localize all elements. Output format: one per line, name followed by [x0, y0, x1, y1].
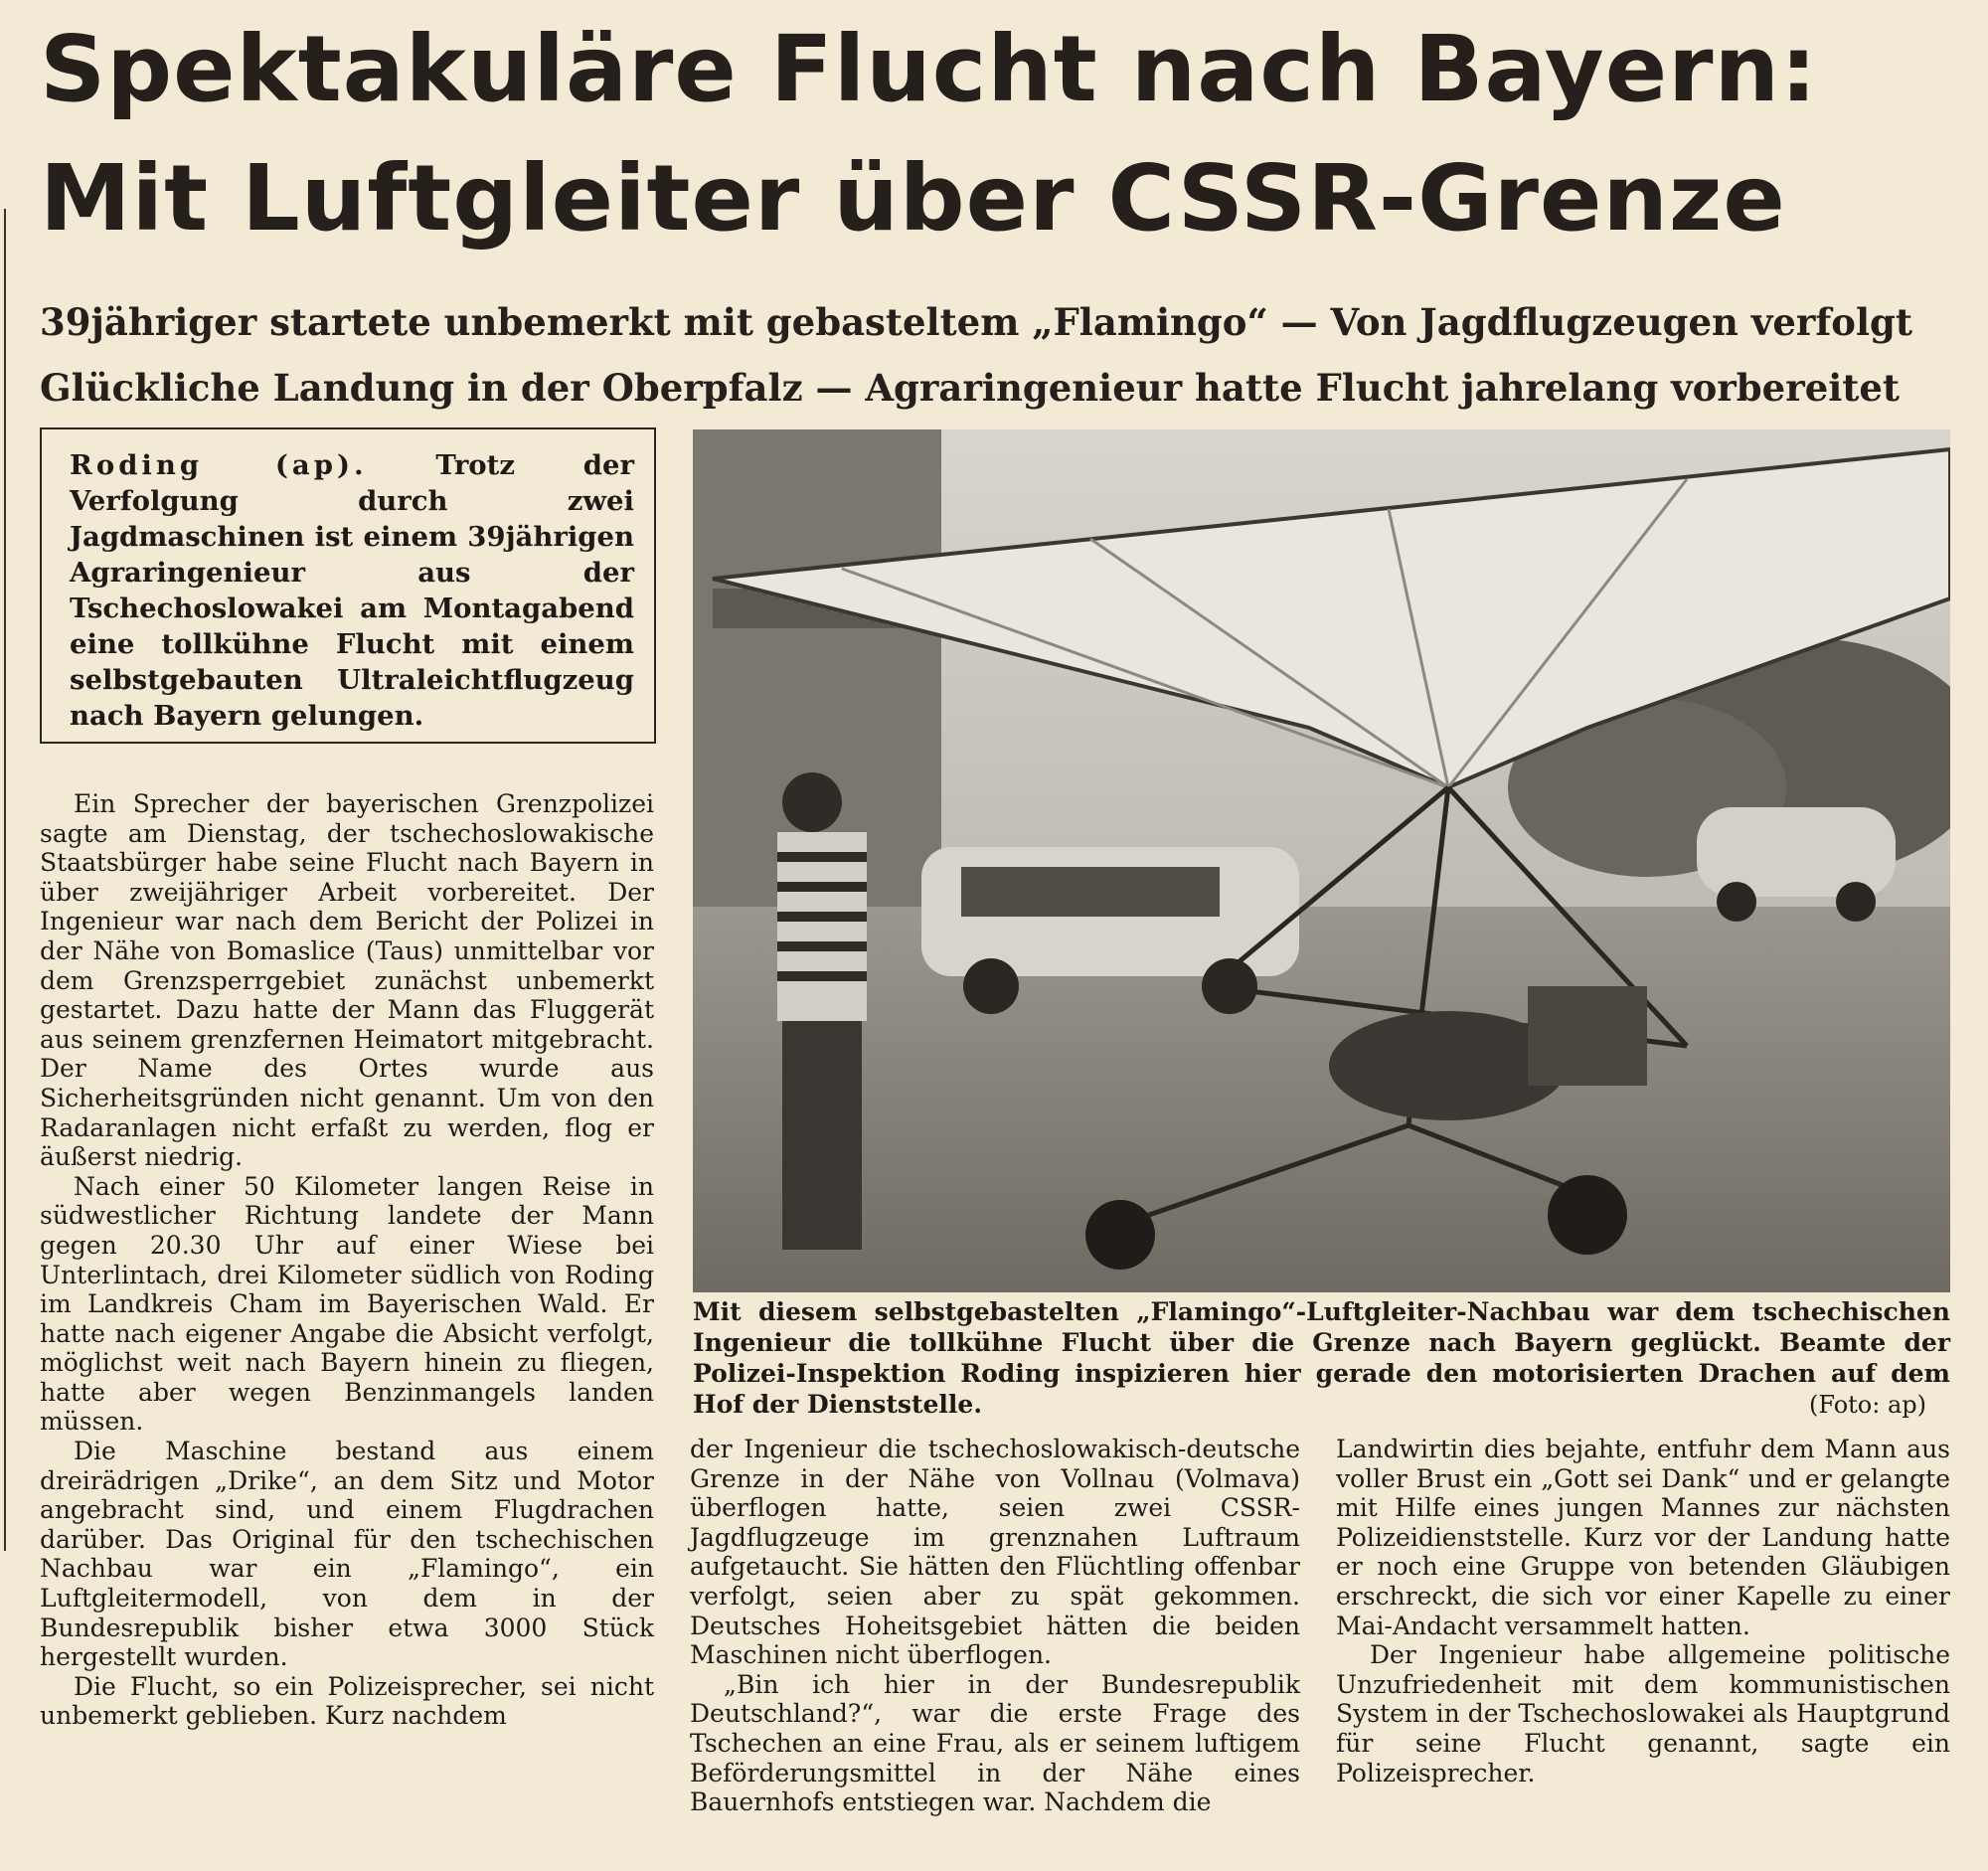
- lead-paragraph: [70, 447, 634, 734]
- photo-ultralight-glider: [693, 429, 1950, 1292]
- subheadline-line-2: Glückliche Landung in der Oberpfalz — Agraringenieur hatte Flucht jahrelang vorbereitet: [40, 366, 1901, 410]
- paragraph: der Ingenieur die tschechoslowakisch-deutsche Grenze in der Nähe von Vollnau (Volmava) überflogen hatte, seien zwei CSSR-Jagdflugzeuge im grenznahen Luftraum aufgetaucht. Sie hätten den Flüchtling offenbar verfolgt, seien aber zu spät gekommen. Deutsches Hoheitsgebiet hätten die beiden Maschinen nicht überflogen.: [690, 1435, 1300, 1670]
- photo-caption: Mit diesem selbstgebastelten „Flamingo“-Luftgleiter-Nachbau war dem tschechischen Ingenieur die tollkühne Flucht über die Grenze nach Bayern geglückt. Beamte der Polizei-Inspektion Roding inspizieren hier gerade den motorisierten Drachen auf dem Hof der Dienststelle.: [693, 1297, 1950, 1419]
- paragraph: Der Ingenieur habe allgemeine politische Unzufriedenheit mit dem kommunistischen System in der Tschechoslowakei als Hauptgrund für seine Flucht genannt, sagte ein Polizeisprecher.: [1336, 1640, 1950, 1787]
- paragraph: Ein Sprecher der bayerischen Grenzpolizei sagte am Dienstag, der tschechoslowakische Staatsbürger habe seine Flucht nach Bayern in über zweijähriger Arbeit vorbereitet. Der Ingenieur war nach dem Bericht der Polizei in der Nähe von Bomaslice (Taus) unmittelbar vor dem Grenzsperrgebiet zunächst unbemerkt gestartet. Dazu hatte der Mann das Fluggerät aus seinem grenzfernen Heimatort mitgebracht. Der Name des Ortes wurde aus Sicherheitsgründen nicht genannt. Um von den Radaranlagen nicht erfaßt zu werden, flog er äußerst niedrig.: [40, 789, 654, 1172]
- article-column-2: [690, 1435, 1300, 1817]
- subheadline-line-1: 39jähriger startete unbemerkt mit gebasteltem „Flamingo“ — Von Jagdflugzeugen verfolgt: [40, 300, 1912, 344]
- article-column-1: [40, 789, 654, 1731]
- headline-line-2: Mit Luftgleiter über CSSR-Grenze: [40, 145, 1786, 252]
- column-rule: [4, 209, 6, 1551]
- paragraph: Die Maschine bestand aus einem dreirädrigen „Drike“, an dem Sitz und Motor angebracht sind, und einem Flugdrachen darüber. Das Original für den tschechischen Nachbau war ein „Flamingo“, ein Luftgleitermodell, von dem in der Bundesrepublik bisher etwa 3000 Stück hergestellt wurden.: [40, 1437, 654, 1672]
- paragraph: Landwirtin dies bejahte, entfuhr dem Mann aus voller Brust ein „Gott sei Dank“ und er gelangte mit Hilfe eines jungen Mannes zur nächsten Polizeidienststelle. Kurz vor der Landung hatte er noch eine Gruppe von betenden Gläubigen erschreckt, die sich vor einer Kapelle zu einer Mai-Andacht versammelt hatten.: [1336, 1435, 1950, 1640]
- headline-line-1: Spektakuläre Flucht nach Bayern:: [40, 16, 1818, 122]
- paragraph: Nach einer 50 Kilometer langen Reise in südwestlicher Richtung landete der Mann gegen 20.30 Uhr auf einer Wiese bei Unterlintach, drei Kilometer südlich von Roding im Landkreis Cham im Bayerischen Wald. Er hatte nach eigener Angabe die Absicht verfolgt, möglichst weit nach Bayern hinein zu fliegen, hatte aber wegen Benzinmangels landen müssen.: [40, 1171, 654, 1437]
- dateline: Roding (ap).: [70, 449, 368, 481]
- lead-text: Trotz der Verfolgung durch zwei Jagdmaschinen ist einem 39jährigen Agraringenieur aus der Tschechoslowakei am Montagabend eine tollkühne Flucht mit einem selbstgebauten Ultraleichtflugzeug nach Bayern gelungen.: [70, 449, 634, 732]
- paragraph: „Bin ich hier in der Bundesrepublik Deutschland?“, war die erste Frage des Tschechen an eine Frau, als er seinem luftigem Beförderungsmittel in der Nähe eines Bauernhofs entstiegen war. Nachdem die: [690, 1669, 1300, 1817]
- paragraph: Die Flucht, so ein Polizeisprecher, sei nicht unbemerkt geblieben. Kurz nachdem: [40, 1671, 654, 1731]
- news-photo: [693, 429, 1950, 1292]
- photo-credit: (Foto: ap): [1809, 1391, 1926, 1419]
- article-column-3: [1336, 1435, 1950, 1787]
- lead-box: [40, 427, 656, 744]
